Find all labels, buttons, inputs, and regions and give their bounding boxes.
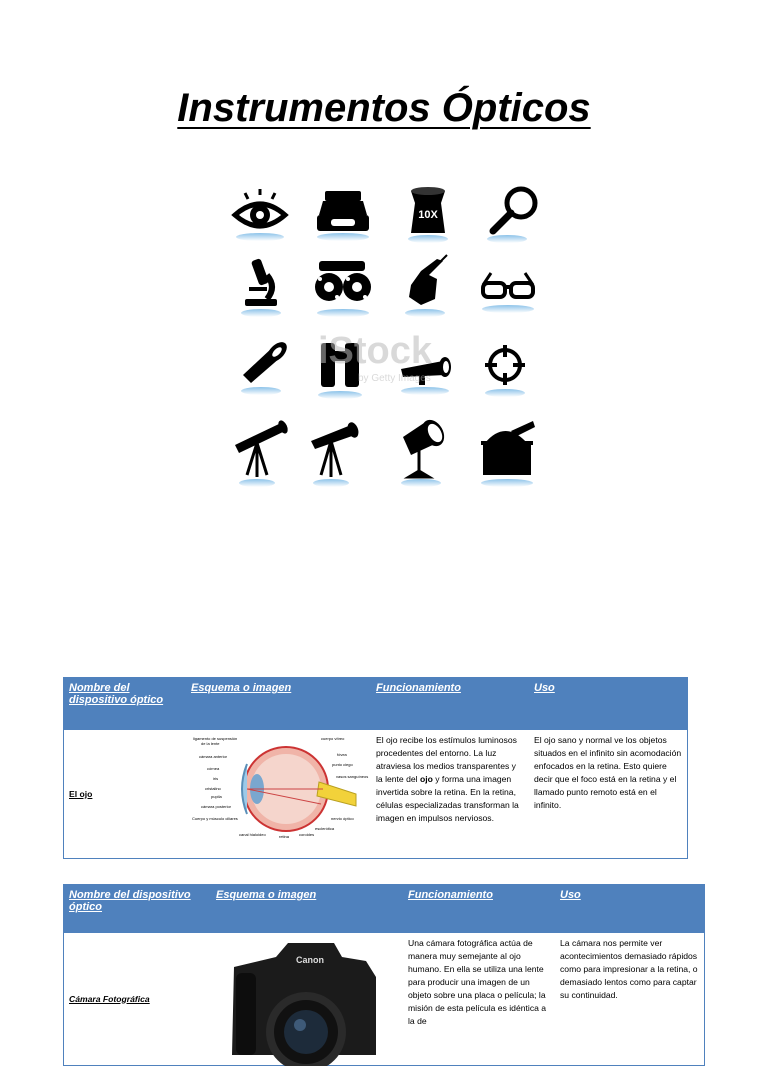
svg-text:cámara anterior: cámara anterior: [199, 754, 228, 759]
svg-text:Cuerpo y músculo ciliares: Cuerpo y músculo ciliares: [192, 816, 238, 821]
table-row: [64, 933, 705, 1066]
device-name: Cámara Fotográfica: [69, 993, 150, 1004]
phoropter-icon: [315, 261, 371, 317]
telescope-small-icon: [311, 421, 360, 487]
svg-text:retina: retina: [279, 834, 290, 839]
header-function: Funcionamiento: [403, 885, 555, 934]
table-header-row: [64, 885, 705, 934]
eye-anatomy-diagram: [191, 734, 369, 844]
watermark: iStock by Getty Images: [318, 330, 433, 384]
svg-text:esclerótica: esclerótica: [315, 826, 335, 831]
header-name: Nombre del dispositivo óptico: [64, 885, 212, 934]
svg-text:ligamento de suspensión: ligamento de suspensión: [193, 736, 238, 741]
svg-text:cristalino: cristalino: [205, 786, 221, 791]
hand-pointing-icon: [405, 255, 447, 317]
svg-text:pupila: pupila: [211, 794, 222, 799]
spotlight-icon: [401, 416, 449, 487]
svg-text:cámara posterior: cámara posterior: [201, 804, 232, 809]
crosshair-icon: [485, 345, 525, 397]
function-text: El ojo recibe los estímulos luminosos procedentes del entorno. La luz atraviesa los medios transparentes y la lente del ojo y forma una imagen invertida sobre la retina. En la retina, células especializadas transforman la imagen en impulsos nerviosos.: [376, 735, 519, 823]
svg-text:fóvea: fóvea: [337, 752, 347, 757]
svg-text:córnea: córnea: [207, 766, 220, 771]
svg-text:de la lente: de la lente: [201, 741, 220, 746]
header-scheme: Esquema o imagen: [186, 678, 371, 731]
glasses-icon: [482, 273, 534, 313]
svg-text:punto ciego: punto ciego: [332, 762, 353, 767]
header-use: Uso: [529, 678, 688, 731]
header-function: Funcionamiento: [371, 678, 529, 731]
magnifying-glass-icon: [487, 189, 535, 243]
use-text: La cámara nos permite ver acontecimientos demasiado rápidos como para impresionar a la retina, o demasiado lentos como para captar su continuidad.: [560, 938, 698, 1000]
svg-text:cuerpo vítreo: cuerpo vítreo: [321, 736, 345, 741]
device-name: El ojo: [69, 788, 93, 799]
header-name: Nombre del dispositivo óptico: [64, 678, 187, 731]
table-header-row: [64, 678, 688, 731]
magnifier-10x-icon: [408, 187, 448, 243]
svg-text:Canon: Canon: [296, 955, 324, 965]
use-text: El ojo sano y normal ve los objetos situados en el infinito sin acomodación enfocados en la retina. Esto quiere decir que el foco está en la retina y el llamado punto remoto está en el infinito.: [534, 735, 682, 810]
svg-text:vasos sanguíneos: vasos sanguíneos: [336, 774, 369, 779]
table-eye: [63, 677, 688, 859]
svg-text:iris: iris: [213, 776, 219, 781]
svg-text:nervio óptico: nervio óptico: [331, 816, 354, 821]
scheme-cell: [211, 933, 403, 1066]
camera-image: [216, 937, 391, 1057]
telescope-tripod-icon: [235, 419, 290, 487]
table-row: [64, 730, 688, 859]
table-camera: [63, 884, 705, 1066]
observatory-icon: [481, 421, 535, 487]
microscope-icon: [241, 258, 281, 317]
header-use: Uso: [555, 885, 705, 934]
spyglass-icon: [241, 339, 290, 395]
svg-text:canal hialoideo: canal hialoideo: [239, 832, 266, 837]
function-text: Una cámara fotográfica actúa de manera muy semejante al ojo humano. En ella se utiliza una lente para producir una imagen de un objeto sobre una placa o película; la misión de esta película es idéntica a la de: [408, 938, 547, 1026]
scheme-cell: [186, 730, 371, 859]
page-title: Instrumentos Ópticos: [177, 86, 591, 130]
svg-text:coroides: coroides: [299, 832, 315, 837]
header-scheme: Esquema o imagen: [211, 885, 403, 934]
eye-icon: [235, 189, 285, 241]
projector-icon: [317, 191, 369, 241]
svg-text:10X: 10X: [418, 209, 438, 221]
